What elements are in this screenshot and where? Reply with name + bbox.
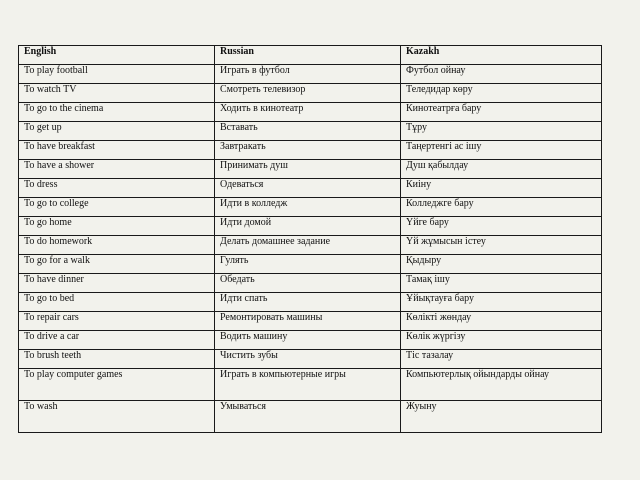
cell-russian: Идти в колледж	[215, 198, 401, 217]
cell-russian: Ремонтировать машины	[215, 312, 401, 331]
cell-english: To watch TV	[19, 84, 215, 103]
cell-russian: Умываться	[215, 401, 401, 433]
header-kazakh: Kazakh	[401, 46, 602, 65]
cell-english: To get up	[19, 122, 215, 141]
cell-russian: Одеваться	[215, 179, 401, 198]
cell-kazakh: Үй жұмысын істеу	[401, 236, 602, 255]
table-row	[19, 331, 602, 350]
cell-russian: Принимать душ	[215, 160, 401, 179]
cell-kazakh: Ұйықтауға бару	[401, 293, 602, 312]
table-row	[19, 122, 602, 141]
cell-english: To go to bed	[19, 293, 215, 312]
table-row	[19, 369, 602, 401]
cell-english: To drive a car	[19, 331, 215, 350]
table-row	[19, 312, 602, 331]
cell-kazakh: Тіс тазалау	[401, 350, 602, 369]
cell-kazakh: Тамақ ішу	[401, 274, 602, 293]
cell-russian: Делать домашнее задание	[215, 236, 401, 255]
cell-english: To play computer games	[19, 369, 215, 401]
cell-russian: Чистить зубы	[215, 350, 401, 369]
cell-russian: Обедать	[215, 274, 401, 293]
cell-kazakh: Қыдыру	[401, 255, 602, 274]
cell-russian: Вставать	[215, 122, 401, 141]
table-row	[19, 350, 602, 369]
cell-russian: Смотреть телевизор	[215, 84, 401, 103]
table-row	[19, 141, 602, 160]
cell-kazakh: Киіну	[401, 179, 602, 198]
cell-english: To go to the cinema	[19, 103, 215, 122]
vocabulary-table	[18, 45, 602, 433]
cell-russian: Ходить в кинотеатр	[215, 103, 401, 122]
cell-english: To have a shower	[19, 160, 215, 179]
cell-english: To wash	[19, 401, 215, 433]
vocabulary-table-body	[19, 46, 602, 433]
cell-english: To go home	[19, 217, 215, 236]
table-row	[19, 217, 602, 236]
cell-english: To repair cars	[19, 312, 215, 331]
table-row	[19, 65, 602, 84]
cell-kazakh: Көлікті жөндау	[401, 312, 602, 331]
table-row	[19, 179, 602, 198]
cell-russian: Гулять	[215, 255, 401, 274]
cell-russian: Завтракать	[215, 141, 401, 160]
cell-russian: Идти спать	[215, 293, 401, 312]
cell-russian: Играть в компьютерные игры	[215, 369, 401, 401]
table-header-row	[19, 46, 602, 65]
table-row	[19, 84, 602, 103]
header-english: English	[19, 46, 215, 65]
table-row	[19, 274, 602, 293]
table-row	[19, 198, 602, 217]
cell-kazakh: Көлік жүргізу	[401, 331, 602, 350]
cell-kazakh: Компьютерлық ойындарды ойнау	[401, 369, 602, 401]
cell-english: To play football	[19, 65, 215, 84]
cell-kazakh: Кинотеатрға бару	[401, 103, 602, 122]
cell-kazakh: Колледжге бару	[401, 198, 602, 217]
table-row	[19, 401, 602, 433]
cell-english: To go to college	[19, 198, 215, 217]
table-row	[19, 236, 602, 255]
cell-kazakh: Жуыну	[401, 401, 602, 433]
cell-russian: Водить машину	[215, 331, 401, 350]
header-russian: Russian	[215, 46, 401, 65]
cell-kazakh: Таңертенгі ас ішу	[401, 141, 602, 160]
cell-english: To go for a walk	[19, 255, 215, 274]
cell-kazakh: Үйге бару	[401, 217, 602, 236]
cell-russian: Играть в футбол	[215, 65, 401, 84]
cell-english: To brush teeth	[19, 350, 215, 369]
table-row	[19, 160, 602, 179]
table-row	[19, 103, 602, 122]
cell-kazakh: Тұру	[401, 122, 602, 141]
cell-english: To have dinner	[19, 274, 215, 293]
cell-kazakh: Футбол ойнау	[401, 65, 602, 84]
table-row	[19, 293, 602, 312]
cell-russian: Идти домой	[215, 217, 401, 236]
cell-english: To dress	[19, 179, 215, 198]
cell-english: To do homework	[19, 236, 215, 255]
cell-kazakh: Душ қабылдау	[401, 160, 602, 179]
table-row	[19, 255, 602, 274]
cell-kazakh: Теледидар көру	[401, 84, 602, 103]
cell-english: To have breakfast	[19, 141, 215, 160]
